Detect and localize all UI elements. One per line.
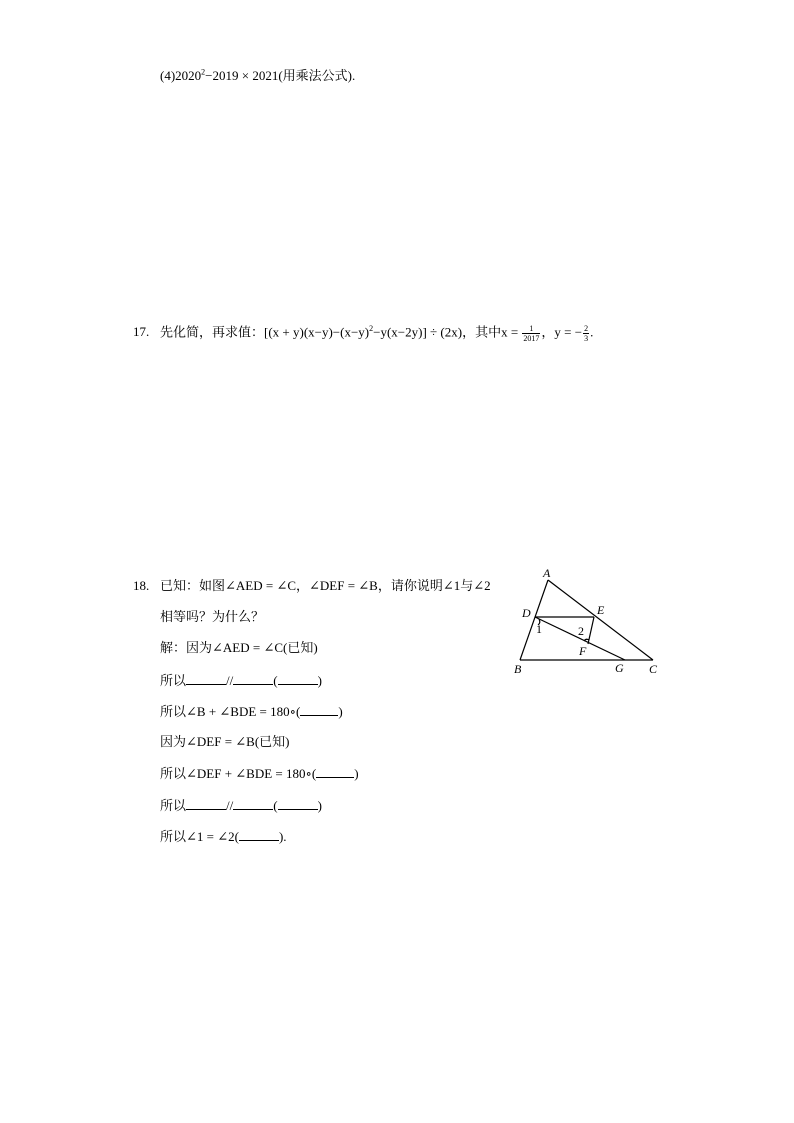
q17-exponent: 2 (369, 324, 374, 334)
q16-part4-prefix: (4)2020 (160, 68, 202, 83)
q16-part4-rest: −2019 × 2021(用乘法公式). (205, 68, 356, 83)
q18-line8-blank3[interactable] (278, 797, 318, 810)
q18-line7-b: ) (354, 766, 359, 781)
label-a: A (543, 566, 551, 580)
q18-line4-blank3[interactable] (278, 672, 318, 685)
q18-line9-blank[interactable] (239, 828, 279, 841)
q18-line8 (160, 797, 322, 814)
label-g: G (615, 661, 624, 675)
q18-number: 18. (133, 578, 150, 593)
q17-y-denominator: 3 (584, 334, 589, 343)
q17-text (160, 324, 593, 343)
q18-line8-b: // (226, 798, 234, 813)
q17-x-denominator: 2017 (523, 334, 540, 343)
q18-line4-blank2[interactable] (233, 672, 273, 685)
q18-line5-b: ) (338, 704, 343, 719)
q18-line9-a: 所以∠1 = ∠2( (160, 829, 239, 844)
label-f: F (579, 644, 587, 658)
q17-text-a: 先化简，再求值：[(x + y)(x−y)−(x−y) (160, 324, 370, 340)
q18-line9 (160, 828, 287, 845)
label-c: C (649, 662, 658, 676)
q18-line4-c: ( (273, 673, 278, 688)
segment-ab (520, 580, 548, 660)
label-b: B (514, 662, 522, 676)
q18-line4-blank1[interactable] (186, 672, 226, 685)
q18-line4 (160, 672, 322, 689)
q18-line6: 因为∠DEF = ∠B(已知) (160, 734, 290, 749)
q17-y-numerator: 2 (584, 324, 589, 333)
q18-line8-blank2[interactable] (233, 797, 273, 810)
q16-part4-exponent: 2 (201, 67, 206, 77)
q18-line8-d: ) (317, 798, 322, 813)
q17-text-b: −y(x−2y)] ÷ (2x)，其中x = (373, 324, 522, 340)
q18-line7 (160, 765, 359, 782)
label-e: E (597, 603, 605, 617)
triangle-figure (505, 565, 665, 680)
q18-line1: 已知：如图∠AED = ∠C，∠DEF = ∠B，请你说明∠1与∠2 (160, 578, 491, 593)
q18-line5 (160, 703, 343, 720)
label-d: D (522, 606, 531, 620)
q18-line5-a: 所以∠B + ∠BDE = 180∘( (160, 704, 301, 719)
q18-line4-b: // (226, 673, 234, 688)
q18-line8-c: ( (273, 798, 278, 813)
q17-x-fraction (522, 324, 540, 343)
q18-line4-d: ) (317, 673, 322, 688)
q18-line8-a: 所以 (160, 798, 187, 813)
q17-y-fraction (583, 324, 589, 343)
q18-line8-blank1[interactable] (186, 797, 226, 810)
q18-line7-blank[interactable] (316, 765, 354, 778)
q17-x-numerator: 1 (522, 324, 540, 334)
label-angle-2: 2 (578, 624, 584, 638)
q18-line2: 相等吗？为什么？ (160, 609, 265, 624)
label-angle-1: 1 (536, 622, 542, 636)
q16-part4 (160, 68, 355, 84)
q17-number: 17. (133, 324, 150, 339)
q18-line4-a: 所以 (160, 673, 187, 688)
q18-line7-a: 所以∠DEF + ∠BDE = 180∘( (160, 766, 317, 781)
q18-line3: 解：因为∠AED = ∠C(已知) (160, 640, 318, 655)
q18-line9-b: ). (278, 829, 287, 844)
q17-text-d: . (590, 324, 594, 340)
q17-text-c: ，y = − (541, 324, 583, 340)
q18-line5-blank[interactable] (300, 703, 338, 716)
